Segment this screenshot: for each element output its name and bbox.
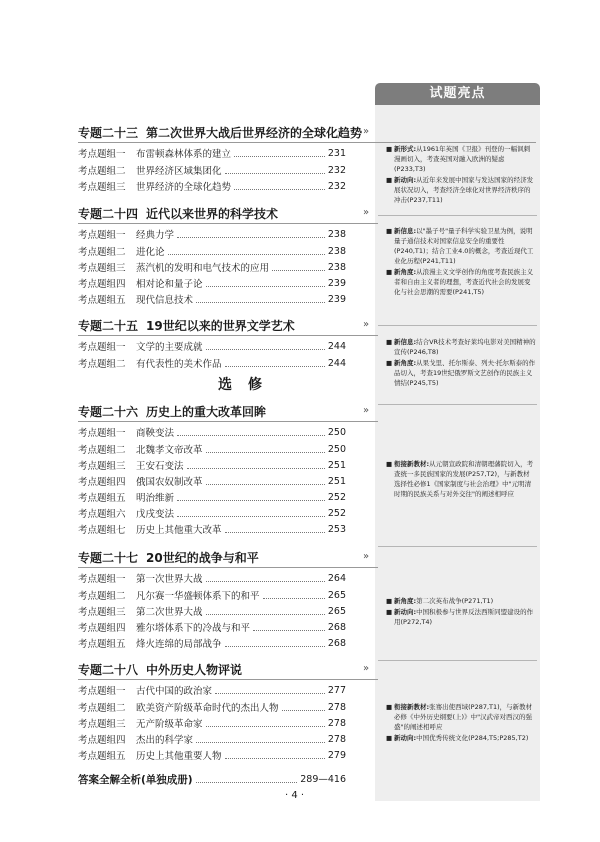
section-divider bbox=[78, 421, 378, 422]
toc-row[interactable]: 考点题组五 现代信息技术 239 bbox=[78, 293, 346, 306]
toc-row[interactable]: 考点题组一 布雷顿森林体系的建立 231 bbox=[78, 147, 346, 160]
section-divider bbox=[78, 567, 378, 568]
chevron-right-icon: » bbox=[363, 405, 370, 416]
toc-row[interactable]: 考点题组七 历史上其他重大改革 253 bbox=[78, 523, 346, 536]
toc-row[interactable]: 考点题组三 世界经济的全球化趋势 232 bbox=[78, 180, 346, 193]
highlight-notes-25: ■ 新信息:结合VR技术考查好莱坞电影对美国精神的宣传(P246,T8) ■ 新角度:从果戈里、托尔斯泰、列夫·托尔斯泰的作品切入，考查19世纪俄罗斯文艺创作的民族主义情结(P245,T5) bbox=[386, 338, 536, 387]
section-divider bbox=[78, 223, 378, 224]
toc-row[interactable]: 考点题组三 蒸汽机的发明和电气技术的应用 238 bbox=[78, 261, 346, 274]
toc-row[interactable]: 考点题组四 相对论和量子论 239 bbox=[78, 277, 346, 290]
toc-row[interactable]: 考点题组六 戊戌变法 252 bbox=[78, 507, 346, 520]
toc-row[interactable]: 考点题组一 文学的主要成就 244 bbox=[78, 340, 346, 353]
section-divider bbox=[78, 335, 378, 336]
highlight-notes-24: ■ 新信息:以"墨子号"量子科学实验卫星为例，说明量子通信技术对国家信息安全的重要性(P240,T1)；结合工业4.0的概念，考查近现代工业化历程(P241,T11) ■ 新角度:从浪漫主义文学创作的角度考查民族主义者和自由主义者的理想，考查近代社会的发展变化与社会思潮的需要(P241,T5) bbox=[386, 227, 534, 296]
toc-row[interactable]: 考点题组一 第一次世界大战 264 bbox=[78, 572, 346, 585]
notes-divider bbox=[378, 325, 537, 326]
toc-row[interactable]: 考点题组三 无产阶级革命家 278 bbox=[78, 717, 346, 730]
section-27-heading[interactable]: 专题二十七 20世纪的战争与和平 bbox=[78, 551, 259, 565]
notes-divider bbox=[378, 215, 537, 216]
toc-row[interactable]: 考点题组一 商鞅变法 250 bbox=[78, 426, 346, 439]
toc-row[interactable]: 考点题组二 欧美资产阶级革命时代的杰出人物 278 bbox=[78, 701, 346, 714]
toc-row[interactable]: 考点题组二 进化论 238 bbox=[78, 245, 346, 258]
toc-row[interactable]: 考点题组二 有代表性的美术作品 244 bbox=[78, 357, 346, 370]
chevron-right-icon: » bbox=[363, 207, 370, 218]
toc-row[interactable]: 考点题组五 烽火连绵的局部战争 268 bbox=[78, 637, 346, 650]
chevron-right-icon: » bbox=[363, 319, 370, 330]
section-divider bbox=[78, 679, 378, 680]
toc-row[interactable]: 考点题组三 王安石变法 251 bbox=[78, 459, 346, 472]
notes-divider bbox=[378, 404, 537, 405]
toc-row[interactable]: 考点题组一 经典力学 238 bbox=[78, 228, 346, 241]
highlights-panel-title: 试题亮点 bbox=[375, 83, 540, 105]
section-26-heading[interactable]: 专题二十六 历史上的重大改革回眸 bbox=[78, 405, 267, 419]
highlight-notes-27: ■ 新角度:第二次英布战争(P271,T1) ■ 新动向:中国积极参与世界反法西斯同盟建设的作用(P272,T4) bbox=[386, 597, 534, 626]
toc-row[interactable]: 考点题组二 世界经济区域集团化 232 bbox=[78, 164, 346, 177]
section-24-heading[interactable]: 专题二十四 近代以来世界的科学技术 bbox=[78, 207, 279, 221]
toc-row[interactable]: 考点题组三 第二次世界大战 265 bbox=[78, 605, 346, 618]
answer-key-row[interactable]: 答案全解全析(单独成册) 289—416 bbox=[78, 774, 346, 786]
toc-row[interactable]: 考点题组二 凡尔赛一华盛顿体系下的和平 265 bbox=[78, 589, 346, 602]
section-divider bbox=[78, 142, 536, 143]
page-number: · 4 · bbox=[285, 790, 305, 801]
toc-row[interactable]: 考点题组二 北魏孝文帝改革 250 bbox=[78, 443, 346, 456]
highlight-notes-26: ■ 衔接新教材:从元朝宣政院和清朝理藩院切入，考查统一多民族国家的发展(P257,T2)，与新教材选择性必修1《国家制度与社会治理》中"元明清时期的民族关系与对外交往"的阐述相呼应 bbox=[386, 460, 534, 498]
toc-row[interactable]: 考点题组五 明治维新 252 bbox=[78, 491, 346, 504]
highlight-notes-23: ■ 新形式:从1961年英国《卫报》刊登的一幅讽刺漫画切入，考查英国对融入欧洲的疑虑(P233,T3) ■ 新动向:从近年来发展中国家与发达国家的经济发展状况切入，考查经济全球化对世界经济秩序的冲击(P237,T11) bbox=[386, 145, 534, 204]
toc-row[interactable]: 考点题组五 历史上其他重要人物 279 bbox=[78, 749, 346, 762]
section-23-heading[interactable]: 专题二十三 第二次世界大战后世界经济的全球化趋势 bbox=[78, 126, 363, 140]
chevron-right-icon: » bbox=[363, 663, 370, 674]
notes-divider bbox=[378, 546, 537, 547]
section-28-heading[interactable]: 专题二十八 中外历史人物评说 bbox=[78, 663, 243, 677]
toc-row[interactable]: 考点题组四 雅尔塔体系下的冷战与和平 268 bbox=[78, 621, 346, 634]
highlight-notes-28: ■ 衔接新教材:张骞出使西域(P287,T1)，与新教材必修《中外历史纲要(上)》中"汉武帝对西汉的强盛"的阐述相呼应 ■ 新动向:中国优秀传统文化(P284,T5;P285,T2) bbox=[386, 703, 533, 742]
chevron-right-icon: » bbox=[363, 551, 370, 562]
elective-heading: 选修 bbox=[218, 377, 278, 393]
section-25-heading[interactable]: 专题二十五 19世纪以来的世界文学艺术 bbox=[78, 319, 295, 333]
toc-row[interactable]: 考点题组四 俄国农奴制改革 251 bbox=[78, 475, 346, 488]
toc-row[interactable]: 考点题组四 杰出的科学家 278 bbox=[78, 733, 346, 746]
notes-divider bbox=[378, 660, 537, 661]
chevron-right-icon: » bbox=[363, 126, 370, 137]
toc-row[interactable]: 考点题组一 古代中国的政治家 277 bbox=[78, 684, 346, 697]
highlights-panel bbox=[375, 102, 540, 801]
